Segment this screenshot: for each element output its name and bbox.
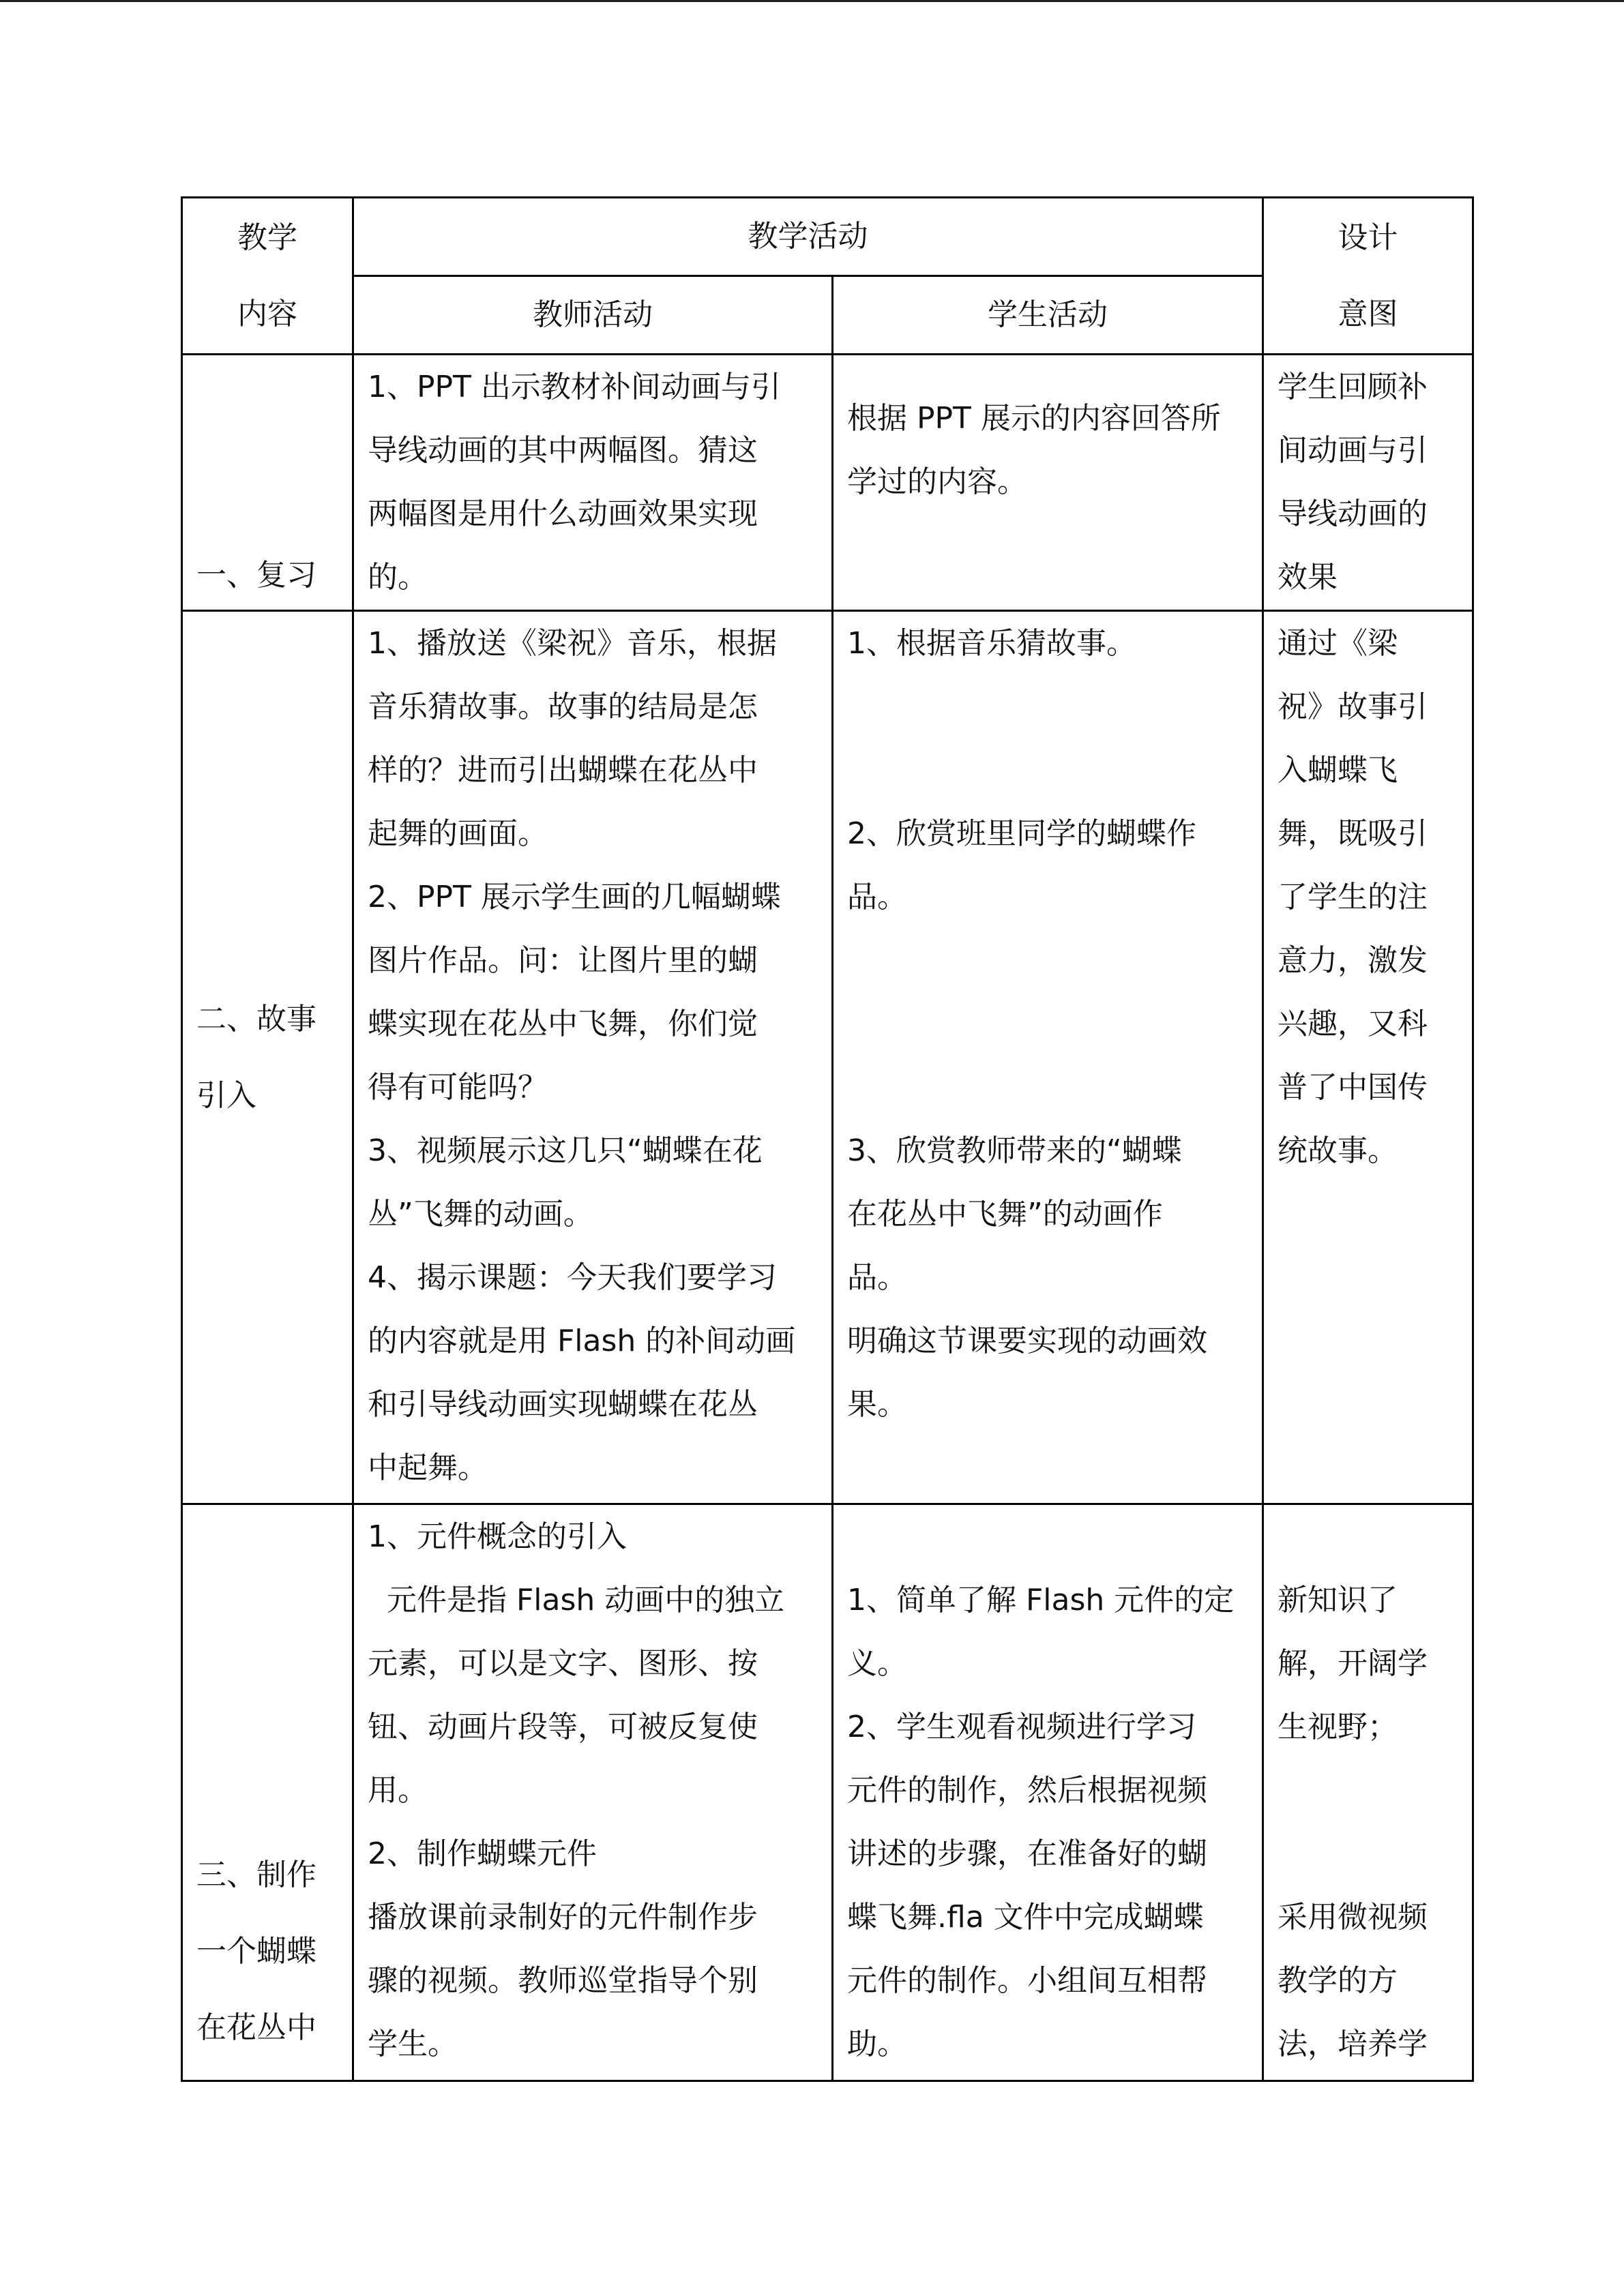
table-row (182, 611, 1473, 1504)
row-content-cell: 二、故事 引入 (182, 611, 353, 1504)
row-teacher-cell: 1、PPT 出示教材补间动画与引 导线动画的其中两幅图。猜这 两幅图是用什么动画效果实现 的。 (353, 355, 833, 611)
row-teacher-cell: 1、元件概念的引入 元件是指 Flash 动画中的独立 元素，可以是文字、图形、按 钮、动画片段等，可被反复使 用。 2、制作蝴蝶元件 播放课前录制好的元件制作步 骤的视频。教师巡堂指导个别 学生。 (353, 1504, 833, 2081)
row-student-cell: 1、根据音乐猜故事。 2、欣赏班里同学的蝴蝶作 品。 3、欣赏教师带来的“蝴蝶 在花丛中飞舞”的动画作 品。 明确这节课要实现的动画效 果。 (833, 611, 1263, 1504)
table-row (182, 355, 1473, 611)
lesson-plan-table (181, 196, 1474, 2082)
row-content-cell: 一、复习 (182, 355, 353, 611)
row-student-cell: 根据 PPT 展示的内容回答所 学过的内容。 (833, 355, 1263, 611)
header-intent: 设计 意图 (1263, 198, 1473, 355)
header-teacher: 教师活动 (353, 276, 833, 355)
row-student-cell: 1、简单了解 Flash 元件的定 义。 2、学生观看视频进行学习 元件的制作，然后根据视频 讲述的步骤，在准备好的蝴 蝶飞舞.fla 文件中完成蝴蝶 元件的制作。小组间互相帮 助。 (833, 1504, 1263, 2081)
page-top-rule (0, 0, 1624, 2)
row-teacher-cell: 1、播放送《梁祝》音乐，根据 音乐猜故事。故事的结局是怎 样的？进而引出蝴蝶在花丛中 起舞的画面。 2、PPT 展示学生画的几幅蝴蝶 图片作品。问：让图片里的蝴 蝶实现在花丛中飞舞，你们觉 得有可能吗？ 3、视频展示这几只“蝴蝶在花 丛”飞舞的动画。 4、揭示课题：今天我们要学习 的内容就是用 Flash 的补间动画 和引导线动画实现蝴蝶在花丛 中起舞。 (353, 611, 833, 1504)
table-row (182, 1504, 1473, 2081)
row-intent-cell: 通过《梁 祝》故事引 入蝴蝶飞 舞，既吸引 了学生的注 意力，激发 兴趣，又科 普了中国传 统故事。 (1263, 611, 1473, 1504)
header-content: 教学 内容 (182, 198, 353, 355)
header-activity: 教学活动 (353, 198, 1263, 276)
row-intent-cell: 新知识了 解，开阔学 生视野； 采用微视频 教学的方 法，培养学 (1263, 1504, 1473, 2081)
row-content-cell: 三、制作 一个蝴蝶 在花丛中 (182, 1504, 353, 2081)
header-student: 学生活动 (833, 276, 1263, 355)
row-intent-cell: 学生回顾补 间动画与引 导线动画的 效果 (1263, 355, 1473, 611)
